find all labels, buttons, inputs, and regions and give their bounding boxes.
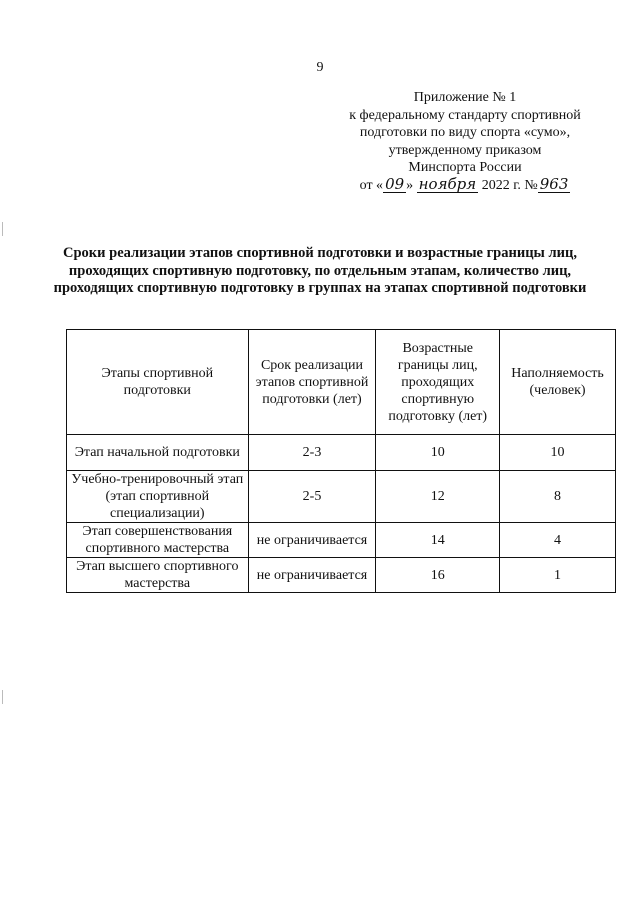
stages-table <box>66 329 616 593</box>
age-cell: 16 <box>376 558 500 593</box>
group-size-cell: 8 <box>500 471 616 523</box>
stage-name-cell: Учебно-тренировочный этап (этап спортивной специализации) <box>67 471 249 523</box>
appendix-line: к федеральному стандарту спортивной <box>349 107 581 123</box>
header-group-size: Наполняемость (человек) <box>500 330 616 435</box>
header-stages: Этапы спортивной подготовки <box>67 330 249 435</box>
age-cell: 14 <box>376 523 500 558</box>
order-month-handwritten: ноября <box>418 174 477 193</box>
order-year: 2022 г. № <box>481 177 538 193</box>
table-header-row <box>67 330 616 435</box>
table-row <box>67 523 616 558</box>
group-size-cell: 4 <box>500 523 616 558</box>
order-number-handwritten: 963 <box>539 174 569 193</box>
scan-edge-mark <box>2 690 3 704</box>
stage-name-cell: Этап совершенствования спортивного мастерства <box>67 523 249 558</box>
appendix-line: утвержденному приказом <box>388 142 542 158</box>
duration-cell: не ограничивается <box>248 558 376 593</box>
table-row <box>67 558 616 593</box>
appendix-line: Приложение № 1 <box>413 90 517 105</box>
stage-name-cell: Этап высшего спортивного мастерства <box>67 558 249 593</box>
order-mid: » <box>406 177 414 193</box>
table-row <box>67 471 616 523</box>
scan-edge-mark <box>2 222 3 236</box>
order-day-handwritten: 09 <box>385 174 405 193</box>
header-duration: Срок реализации этапов спортивной подготовки (лет) <box>248 330 376 435</box>
page-number: 9 <box>316 60 324 75</box>
duration-cell: 2-5 <box>248 471 376 523</box>
appendix-line: Минспорта России <box>408 160 522 175</box>
appendix-block <box>330 89 600 194</box>
header-age-limits: Возрастные границы лиц, проходящих спортивную подготовку (лет) <box>376 330 500 435</box>
group-size-cell: 1 <box>500 558 616 593</box>
stage-name-cell: Этап начальной подготовки <box>67 435 249 471</box>
age-cell: 12 <box>376 471 500 523</box>
duration-cell: не ограничивается <box>248 523 376 558</box>
age-cell: 10 <box>376 435 500 471</box>
appendix-line: подготовки по виду спорта «сумо», <box>359 125 571 140</box>
group-size-cell: 10 <box>500 435 616 471</box>
table-row <box>67 435 616 471</box>
duration-cell: 2-3 <box>248 435 376 471</box>
order-date-line <box>330 174 600 195</box>
document-title: Сроки реализации этапов спортивной подготовки и возрастные границы лиц, проходящих спортивную подготовку, по отдельным этапам, количество лиц, проходящих спортивную подготовку в группах на этапах спортивной подготовки <box>53 245 587 296</box>
order-prefix: от « <box>359 177 384 193</box>
